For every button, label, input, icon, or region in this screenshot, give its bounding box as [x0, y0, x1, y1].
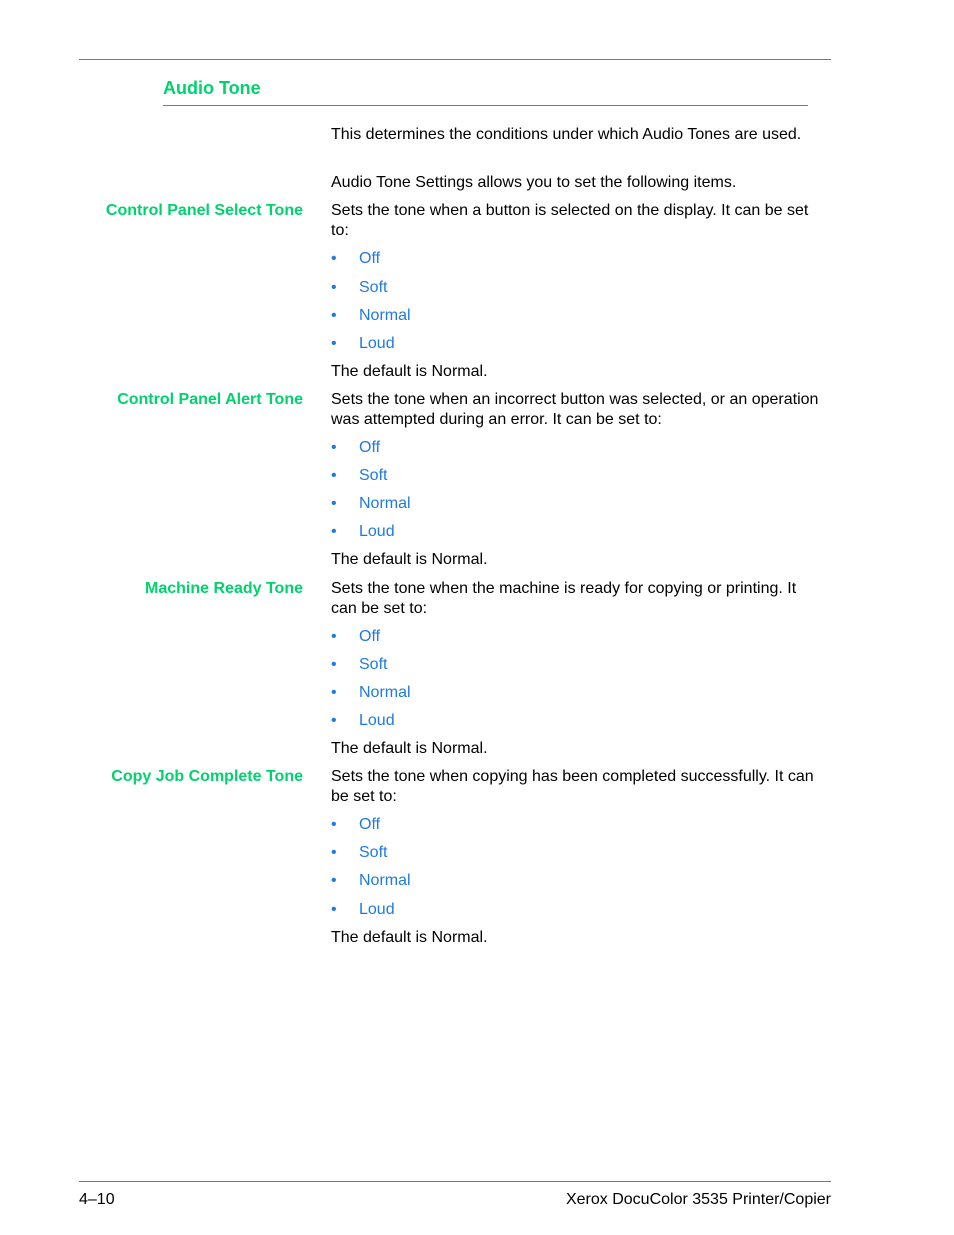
- page-number: 4–10: [79, 1191, 115, 1208]
- bullet-icon: •: [331, 250, 337, 267]
- option-label: Soft: [359, 279, 388, 296]
- top-rule: [79, 59, 831, 60]
- setting-description: Sets the tone when an incorrect button was selected, or an operation was attempted during an error. It can be set to:: [331, 391, 819, 428]
- footer-rule: [79, 1181, 831, 1182]
- bullet-icon: •: [331, 307, 337, 324]
- setting-description: Sets the tone when the machine is ready for copying or printing. It can be set to:: [331, 580, 797, 617]
- option-label: Loud: [359, 901, 395, 918]
- option-label: Soft: [359, 656, 388, 673]
- bullet-icon: •: [331, 844, 337, 861]
- footer-product-name: Xerox DocuColor 3535 Printer/Copier: [565, 1191, 831, 1208]
- bullet-icon: •: [331, 872, 337, 889]
- setting-description: Sets the tone when a button is selected on the display. It can be set to:: [331, 202, 809, 239]
- setting-label: Machine Ready Tone: [145, 580, 303, 597]
- bullet-icon: •: [331, 901, 337, 918]
- option-label: Normal: [359, 307, 411, 324]
- intro-paragraph: This determines the conditions under which Audio Tones are used.: [331, 126, 802, 143]
- bullet-icon: •: [331, 279, 337, 296]
- setting-description: Sets the tone when copying has been completed successfully. It can be set to:: [331, 768, 814, 805]
- bullet-icon: •: [331, 335, 337, 352]
- bullet-icon: •: [331, 816, 337, 833]
- default-note: The default is Normal.: [331, 929, 488, 946]
- bullet-icon: •: [331, 523, 337, 540]
- bullet-icon: •: [331, 684, 337, 701]
- intro-paragraph-2: Audio Tone Settings allows you to set the following items.: [331, 174, 737, 191]
- default-note: The default is Normal.: [331, 551, 488, 568]
- bullet-icon: •: [331, 439, 337, 456]
- option-label: Loud: [359, 712, 395, 729]
- bullet-icon: •: [331, 467, 337, 484]
- option-label: Normal: [359, 872, 411, 889]
- setting-label: Control Panel Alert Tone: [117, 391, 303, 408]
- section-rule: [163, 105, 808, 106]
- option-label: Off: [359, 628, 381, 645]
- bullet-icon: •: [331, 656, 337, 673]
- option-label: Soft: [359, 467, 388, 484]
- option-label: Loud: [359, 335, 395, 352]
- bullet-icon: •: [331, 712, 337, 729]
- setting-label: Copy Job Complete Tone: [111, 768, 303, 785]
- bullet-icon: •: [331, 495, 337, 512]
- option-label: Normal: [359, 495, 411, 512]
- option-label: Off: [359, 439, 381, 456]
- section-title: Audio Tone: [163, 78, 261, 98]
- bullet-icon: •: [331, 628, 337, 645]
- option-label: Off: [359, 816, 381, 833]
- default-note: The default is Normal.: [331, 363, 488, 380]
- default-note: The default is Normal.: [331, 740, 488, 757]
- option-label: Loud: [359, 523, 395, 540]
- option-label: Off: [359, 250, 381, 267]
- setting-label: Control Panel Select Tone: [105, 202, 303, 219]
- option-label: Normal: [359, 684, 411, 701]
- option-label: Soft: [359, 844, 388, 861]
